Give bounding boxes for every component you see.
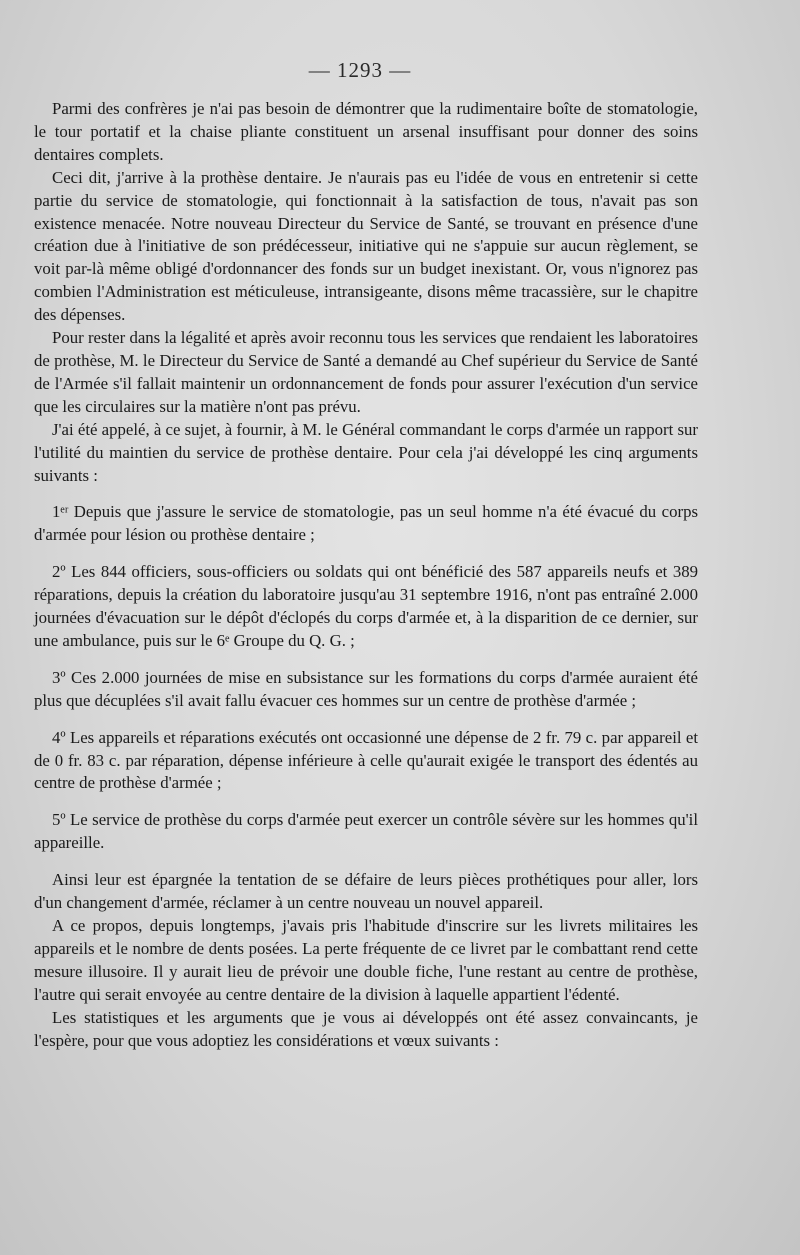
argument-3: 3º Ces 2.000 journées de mise en subsistance sur les formations du corps d'armée auraient été plus que décuplées s'il avait fallu évacuer ces hommes sur un centre de prothèse d'armée ; [34,667,698,710]
paragraph-conclusion: Les statistiques et les arguments que je vous ai développés ont été assez convaincants, je l'espère, pour que vous adoptiez les considérations et vœux suivants : [34,1007,698,1050]
paragraph-prothese: Ceci dit, j'arrive à la prothèse dentaire. Je n'aurais pas eu l'idée de vous en entretenir si cette partie du service de stomatologie, qui fonctionnait à la satisfaction de tous, n'avait pas son existence menacée. Notre nouveau Directeur du Service de Santé, se trouvant en présence d'une création due à l'initiative de son prédécesseur, initiative qui ne s'appuie sur aucun règlement, se voit par-là même obligé d'ordonnancer des fonds sur un budget inexistant. Or, vous n'ignorez pas combien l'Administration est méticuleuse, intransigeante, disons même tracassière, sur le chapitre des dépenses. [34,167,698,325]
argument-1: 1ᵉʳ Depuis que j'assure le service de stomatologie, pas un seul homme n'a été évacué du corps d'armée pour lésion ou prothèse dentaire ; [34,502,698,545]
argument-2: 2º Les 844 officiers, sous-officiers ou soldats qui ont bénéficié des 587 appareils neufs et 389 réparations, depuis la création du laboratoire jusqu'au 31 septembre 1916, n'ont pas entraîné 2.000 journées d'évacuation sur le dépôt d'éclopés du corps d'armée et, à la disparition de ce dernier, sur une ambulance, puis sur le 6ᵉ Groupe du Q. G. ; [34,562,698,650]
paragraph-legalite: Pour rester dans la légalité et après avoir reconnu tous les services que rendaient les laboratoires de prothèse, M. le Directeur du Service de Santé a demandé au Chef supérieur du Service de Santé de l'Armée s'il fallait maintenir un ordonnancement de fonds pour assurer l'exécution d'un service que les circulaires sur la matière n'ont pas prévu. [34,328,698,416]
paragraph-livrets: A ce propos, depuis longtemps, j'avais pris l'habitude d'inscrire sur les livrets militaires les appareils et le nombre de dents posées. La perte fréquente de ce livret par le combattant rend cette mesure illusoire. Il y aurait lieu de prévoir une double fiche, l'une restant au centre de prothèse, l'autre qui serait envoyée au centre dentaire de la division à laquelle appartient l'édenté. [34,916,698,1004]
paragraph-intro: Parmi des confrères je n'ai pas besoin de démontrer que la rudimentaire boîte de stomatologie, le tour portatif et la chaise pliante constituent un arsenal insuffisant pour donner des soins dentaires complets. [34,99,698,164]
page-number: — 1293 — [308,58,412,82]
paragraph-rapport: J'ai été appelé, à ce sujet, à fournir, à M. le Général commandant le corps d'armée un rapport sur l'utilité du maintien du service de prothèse dentaire. Pour cela j'ai développé les cinq arguments suivants : [34,419,698,485]
body-text [34,98,698,1052]
paragraph-ainsi: Ainsi leur est épargnée la tentation de se défaire de leurs pièces prothétiques pour aller, lors d'un changement d'armée, réclamer à un centre nouveau un nouvel appareil. [34,870,698,913]
argument-4: 4º Les appareils et réparations exécutés ont occasionné une dépense de 2 fr. 79 c. par appareil et de 0 fr. 83 c. par réparation, dépense inférieure à celle qu'aurait exigée le transport des édentés au centre de prothèse d'armée ; [34,727,698,793]
argument-5: 5º Le service de prothèse du corps d'armée peut exercer un contrôle sévère sur les hommes qu'il appareille. [34,810,698,853]
